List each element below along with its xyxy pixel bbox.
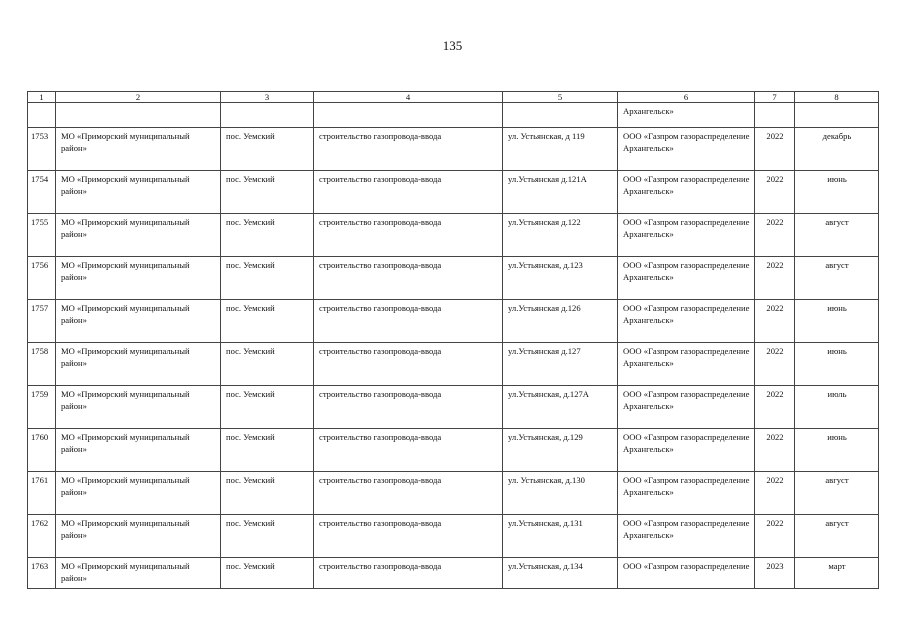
- row-number: 1763: [28, 558, 56, 589]
- address-cell: ул. Устьянская, д 119: [503, 128, 618, 171]
- month-cell: август: [795, 472, 879, 515]
- address-cell: ул.Устьянская д.121А: [503, 171, 618, 214]
- page-number: 135: [442, 38, 463, 53]
- settlement-cell: пос. Уемский: [221, 515, 314, 558]
- year-cell: 2022: [755, 171, 795, 214]
- operator-cell: ООО «Газпром газораспределение Архангельск»: [618, 128, 755, 171]
- row-number: 1755: [28, 214, 56, 257]
- table-row: [28, 515, 879, 558]
- column-header: 3: [221, 92, 314, 103]
- municipality-cell: МО «Приморский муниципальный район»: [56, 171, 221, 214]
- column-header: 7: [755, 92, 795, 103]
- work-type-cell: строительство газопровода-ввода: [314, 472, 503, 515]
- table-row: [28, 472, 879, 515]
- table-cell: [28, 103, 56, 128]
- settlement-cell: пос. Уемский: [221, 343, 314, 386]
- municipality-cell: МО «Приморский муниципальный район»: [56, 343, 221, 386]
- column-number-header-row: [28, 92, 879, 103]
- year-cell: 2022: [755, 472, 795, 515]
- work-type-cell: строительство газопровода-ввода: [314, 343, 503, 386]
- operator-cell: ООО «Газпром газораспределение Архангельск»: [618, 515, 755, 558]
- work-type-cell: строительство газопровода-ввода: [314, 300, 503, 343]
- municipality-cell: МО «Приморский муниципальный район»: [56, 515, 221, 558]
- settlement-cell: пос. Уемский: [221, 300, 314, 343]
- address-cell: ул.Устьянская д.127: [503, 343, 618, 386]
- table-cell: [221, 103, 314, 128]
- table-cell: [314, 103, 503, 128]
- table-row: [28, 171, 879, 214]
- table-row: [28, 128, 879, 171]
- row-number: 1761: [28, 472, 56, 515]
- operator-cell: ООО «Газпром газораспределение Архангельск»: [618, 386, 755, 429]
- year-cell: 2022: [755, 300, 795, 343]
- column-header: 1: [28, 92, 56, 103]
- work-type-cell: строительство газопровода-ввода: [314, 429, 503, 472]
- work-type-cell: строительство газопровода-ввода: [314, 515, 503, 558]
- address-cell: ул.Устьянская, д.129: [503, 429, 618, 472]
- month-cell: июнь: [795, 429, 879, 472]
- table-row: [28, 429, 879, 472]
- column-header: 4: [314, 92, 503, 103]
- municipality-cell: МО «Приморский муниципальный район»: [56, 128, 221, 171]
- work-type-cell: строительство газопровода-ввода: [314, 128, 503, 171]
- row-number: 1760: [28, 429, 56, 472]
- work-type-cell: строительство газопровода-ввода: [314, 171, 503, 214]
- operator-cell: ООО «Газпром газораспределение Архангельск»: [618, 214, 755, 257]
- table-row: [28, 300, 879, 343]
- operator-cell: ООО «Газпром газораспределение Архангельск»: [618, 171, 755, 214]
- year-cell: 2022: [755, 128, 795, 171]
- table-row: [28, 214, 879, 257]
- municipality-cell: МО «Приморский муниципальный район»: [56, 300, 221, 343]
- column-header: 5: [503, 92, 618, 103]
- municipality-cell: МО «Приморский муниципальный район»: [56, 429, 221, 472]
- municipality-cell: МО «Приморский муниципальный район»: [56, 386, 221, 429]
- month-cell: июнь: [795, 171, 879, 214]
- municipality-cell: МО «Приморский муниципальный район»: [56, 257, 221, 300]
- table-row: [28, 257, 879, 300]
- row-number: 1759: [28, 386, 56, 429]
- settlement-cell: пос. Уемский: [221, 558, 314, 589]
- table-cell: [795, 103, 879, 128]
- year-cell: 2022: [755, 386, 795, 429]
- gas-pipeline-registry-table: [27, 91, 879, 589]
- row-number: 1757: [28, 300, 56, 343]
- row-number: 1762: [28, 515, 56, 558]
- settlement-cell: пос. Уемский: [221, 171, 314, 214]
- table-cell: [56, 103, 221, 128]
- month-cell: июнь: [795, 343, 879, 386]
- table-row: [28, 558, 879, 589]
- month-cell: август: [795, 515, 879, 558]
- row-number: 1756: [28, 257, 56, 300]
- year-cell: 2022: [755, 343, 795, 386]
- operator-cell: ООО «Газпром газораспределение Архангельск»: [618, 343, 755, 386]
- row-number: 1754: [28, 171, 56, 214]
- municipality-cell: МО «Приморский муниципальный район»: [56, 472, 221, 515]
- address-cell: ул.Устьянская д.122: [503, 214, 618, 257]
- column-header: 6: [618, 92, 755, 103]
- year-cell: 2022: [755, 214, 795, 257]
- table-cell: [503, 103, 618, 128]
- settlement-cell: пос. Уемский: [221, 472, 314, 515]
- settlement-cell: пос. Уемский: [221, 128, 314, 171]
- year-cell: 2022: [755, 257, 795, 300]
- address-cell: ул. Устьянская, д.130: [503, 472, 618, 515]
- operator-cell: ООО «Газпром газораспределение Архангельск»: [618, 300, 755, 343]
- table-row: [28, 343, 879, 386]
- table-row: [28, 386, 879, 429]
- work-type-cell: строительство газопровода-ввода: [314, 214, 503, 257]
- column-header: 2: [56, 92, 221, 103]
- address-cell: ул.Устьянская, д.134: [503, 558, 618, 589]
- work-type-cell: строительство газопровода-ввода: [314, 558, 503, 589]
- work-type-cell: строительство газопровода-ввода: [314, 386, 503, 429]
- month-cell: август: [795, 257, 879, 300]
- table-cell: [755, 103, 795, 128]
- work-type-cell: строительство газопровода-ввода: [314, 257, 503, 300]
- municipality-cell: МО «Приморский муниципальный район»: [56, 558, 221, 589]
- operator-cell: ООО «Газпром газораспределение Архангельск»: [618, 472, 755, 515]
- month-cell: июнь: [795, 300, 879, 343]
- address-cell: ул.Устьянская, д.131: [503, 515, 618, 558]
- settlement-cell: пос. Уемский: [221, 386, 314, 429]
- month-cell: июль: [795, 386, 879, 429]
- year-cell: 2022: [755, 429, 795, 472]
- month-cell: март: [795, 558, 879, 589]
- address-cell: ул.Устьянская, д.123: [503, 257, 618, 300]
- year-cell: 2023: [755, 558, 795, 589]
- month-cell: декабрь: [795, 128, 879, 171]
- address-cell: ул.Устьянская, д.127А: [503, 386, 618, 429]
- column-header: 8: [795, 92, 879, 103]
- address-cell: ул.Устьянская д.126: [503, 300, 618, 343]
- month-cell: август: [795, 214, 879, 257]
- year-cell: 2022: [755, 515, 795, 558]
- operator-cell: ООО «Газпром газораспределение Архангельск»: [618, 429, 755, 472]
- operator-cell: ООО «Газпром газораспределение: [618, 558, 755, 589]
- table-cell: Архангельск»: [618, 103, 755, 128]
- settlement-cell: пос. Уемский: [221, 214, 314, 257]
- continuation-row: [28, 103, 879, 128]
- operator-cell: ООО «Газпром газораспределение Архангельск»: [618, 257, 755, 300]
- row-number: 1758: [28, 343, 56, 386]
- settlement-cell: пос. Уемский: [221, 429, 314, 472]
- row-number: 1753: [28, 128, 56, 171]
- settlement-cell: пос. Уемский: [221, 257, 314, 300]
- municipality-cell: МО «Приморский муниципальный район»: [56, 214, 221, 257]
